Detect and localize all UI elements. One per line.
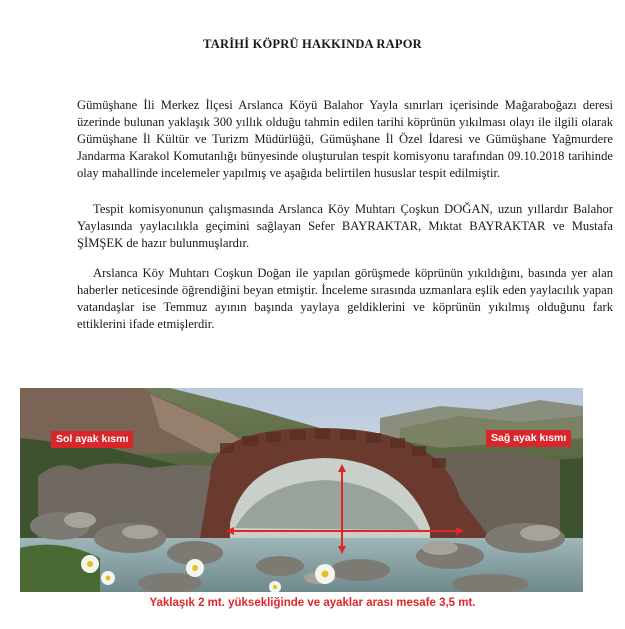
report-title: TARİHİ KÖPRÜ HAKKINDA RAPOR	[203, 37, 422, 51]
bridge-photo	[20, 388, 583, 592]
paragraph-1: Gümüşhane İli Merkez İlçesi Arslanca Köyü Balahor Yayla sınırları içerisinde Mağaraboğazı deresi üzerinde bulunan yaklaşık 300 yıllık olduğu tahmin edilen tarihi köprünün yıkılması olayı ile ilgili olarak Gümüşhane İl Kültür ve Turizm Müdürlüğü, Gümüşhane İl Özel İdaresi ve Gümüşhane Yağmurdere Jandarma Karakol Komutanlığı bünyesinde oluşturulan tespit komisyonu tarafından 09.10.2018 tarihinde olay mahallinde incelemeler yapılmış ve aşağıda belirtilen hususlar tespit edilmiştir.	[77, 98, 613, 180]
paragraph-3: Arslanca Köy Muhtarı Coşkun Doğan ile yapılan görüşmede köprünün yıkıldığını, basında yer alan haberler neticesinde öğrendiğini beyan etmiştir. İnceleme sırasında uzmanlara eşlik eden yaylacılık yapan vatandaşlar ise Temmuz ayının başında yaylaya geldiklerini ve köprünün yıkılmış olduğunu fark ettiklerini ifade etmişlerdir.	[77, 266, 613, 331]
photo-caption: Yaklaşık 2 mt. yüksekliğinde ve ayaklar arası mesafe 3,5 mt.	[149, 597, 476, 609]
right-pier-label: Sağ ayak kısmı	[486, 430, 571, 447]
paragraph-2: Tespit komisyonunun çalışmasında Arslanca Köy Muhtarı Çoşkun DOĞAN, uzun yıllardır Balahor Yaylasında yaylacılıkla geçimini sağlayan Sefer BAYRAKTAR, Mıktat BAYRAKTAR ve Mustafa ŞİMŞEK de hazır bulunmuşlardır.	[77, 202, 613, 250]
left-pier-label: Sol ayak kısmı	[51, 431, 133, 448]
bridge-illustration	[20, 388, 583, 592]
